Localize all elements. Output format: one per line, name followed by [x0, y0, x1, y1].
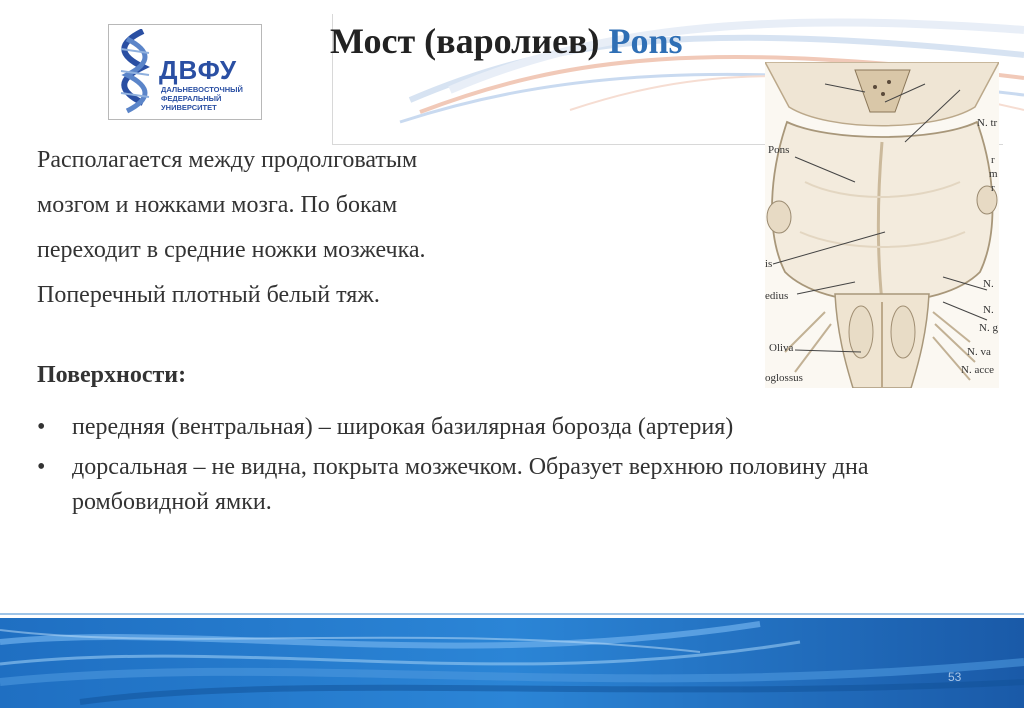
label-oliva: Oliva [769, 342, 794, 354]
label-n1: N. [983, 278, 994, 290]
bullet-marker: • [37, 454, 46, 480]
brainstem-illustration [765, 62, 999, 388]
dna-helix-icon [113, 29, 159, 115]
bullet-list [37, 410, 997, 525]
logo-subtitle-line: ФЕДЕРАЛЬНЫЙ [161, 94, 222, 103]
label-n-va: N. va [967, 346, 991, 358]
label-n2: N. [983, 304, 994, 316]
page-number: 53 [948, 670, 962, 684]
label-edius: edius [765, 290, 789, 302]
bullet-item [37, 450, 972, 520]
label-r-mid: r [991, 182, 995, 194]
label-pons: Pons [768, 144, 790, 156]
intro-line: мозгом и ножками мозга. По бокам [37, 192, 398, 218]
logo-subtitle [161, 85, 261, 112]
logo-name: ДВФУ [159, 55, 238, 85]
label-n-tr: N. tr [977, 117, 998, 129]
label-n-acce: N. acce [961, 364, 994, 376]
label-oglossus: oglossus [765, 372, 803, 384]
intro-line: Поперечный плотный белый тяж. [37, 282, 380, 308]
label-m: m [989, 168, 998, 180]
logo-subtitle-line: ДАЛЬНЕВОСТОЧНЫЙ [161, 85, 243, 94]
university-logo [108, 24, 262, 120]
label-is: is [765, 258, 773, 270]
logo-subtitle-line: УНИВЕРСИТЕТ [161, 103, 217, 112]
section-heading: Поверхности: [37, 362, 187, 388]
bullet-item [37, 410, 997, 445]
footer-wave-decoration [0, 612, 1024, 708]
page-title [330, 20, 683, 62]
intro-line: Располагается между продолговатым [37, 147, 418, 173]
intro-line: переходит в средние ножки мозжечка. [37, 237, 426, 263]
label-r-top: r [991, 154, 995, 166]
pons-drawing [765, 62, 999, 388]
title-main: Мост (варолиев) [330, 21, 600, 61]
title-accent: Pons [608, 21, 683, 61]
bullet-text: дорсальная – не видна, покрыта мозжечком. Образует верхнюю половину дна ромбовидной ямки. [72, 454, 869, 515]
label-n-g: N. g [979, 322, 998, 334]
bullet-marker: • [37, 414, 46, 440]
bullet-text: передняя (вентральная) – широкая базилярная борозда (артерия) [72, 414, 734, 440]
intro-paragraph [37, 138, 426, 318]
